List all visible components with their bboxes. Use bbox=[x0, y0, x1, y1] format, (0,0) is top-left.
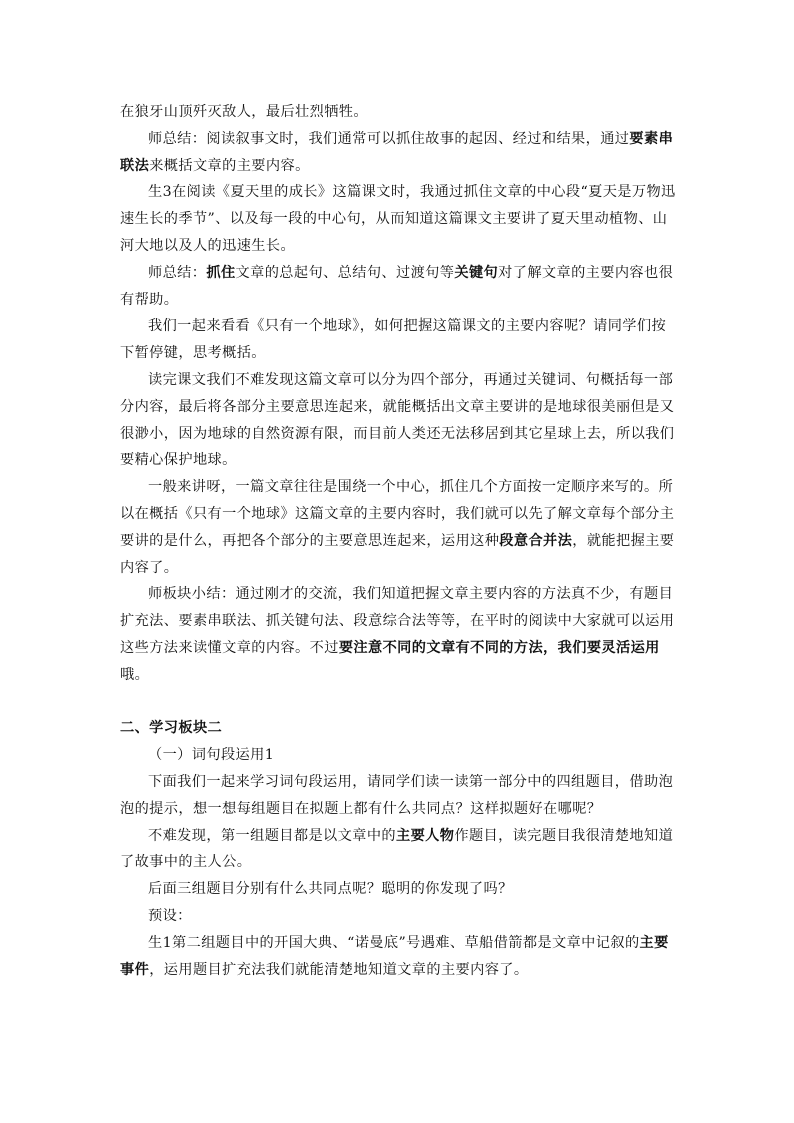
bold-text: 抓住 bbox=[206, 264, 236, 281]
text-run: 一般来讲呀，一篇文章往往是围绕一个中心，抓住几个方面按一定顺序来写的。所以在概括《只有一个地球》这篇文章的主要内容时，我们就可以先了解文章每个部分主要讲的是什么，再把各个部分的主要意思连起来，运用这种 bbox=[120, 479, 675, 549]
text-run: 师总结： bbox=[148, 264, 207, 281]
bold-text: 段意合并法 bbox=[499, 532, 573, 549]
text-run: 不难发现，第一组题目都是以文章中的 bbox=[148, 827, 396, 844]
paragraph bbox=[120, 876, 680, 903]
text-run: 二、学习板块二 bbox=[120, 720, 223, 737]
section-heading bbox=[120, 715, 680, 742]
bold-text: 要注意不同的文章有不同的方法，我们要灵活运用 bbox=[338, 639, 660, 656]
text-run: 生3在阅读《夏天里的成长》这篇课文时，我通过抓住文章的中心段“夏天是万物迅速生长的季节”、以及每一段的中心句，从而知道这篇课文主要讲了夏天里动植物、山河大地以及人的迅速生长。 bbox=[120, 184, 676, 254]
paragraph bbox=[120, 474, 680, 581]
text-run: 下面我们一起来学习词句段运用，请同学们读一读第一部分中的四组题目，借助泡泡的提示，想一想每组题目在拟题上都有什么共同点？这样拟题好在哪呢？ bbox=[120, 773, 674, 817]
text-run: 师板块小结：通过刚才的交流，我们知道把握文章主要内容的方法真不少，有题目扩充法、要素串联法、抓关键句法、段意综合法等等，在平时的阅读中大家就可以运用这些方法来读懂文章的内容。不过 bbox=[120, 586, 675, 656]
paragraph bbox=[120, 930, 680, 984]
paragraph bbox=[120, 99, 680, 126]
bold-text: 要素串联法 bbox=[120, 130, 674, 174]
paragraph bbox=[120, 367, 680, 474]
bold-text: 主要事件 bbox=[120, 934, 669, 978]
paragraph bbox=[120, 903, 680, 930]
text-run: 文章的总起句、总结句、过渡句等 bbox=[235, 264, 455, 281]
paragraph bbox=[120, 313, 680, 367]
text-run: 生1第二组题目中的开国大典、“诺曼底”号遇难、草船借箭都是文章中记叙的 bbox=[148, 934, 640, 951]
text-run: 师总结：阅读叙事文时，我们通常可以抓住故事的起因、经过和结果，通过 bbox=[148, 130, 630, 147]
text-run: 在狼牙山顶歼灭敌人，最后壮烈牺牲。 bbox=[120, 104, 368, 120]
bold-text: 关键句 bbox=[454, 264, 499, 281]
text-run: 哦。 bbox=[120, 666, 150, 683]
text-run: 作题目，读完题目我很清楚地知道了故事中的主人公。 bbox=[120, 827, 674, 871]
paragraph bbox=[120, 823, 680, 877]
text-run: ，运用题目扩充法我们就能清楚地知道文章的主要内容了。 bbox=[149, 961, 529, 978]
paragraph bbox=[120, 126, 680, 180]
paragraph bbox=[120, 742, 680, 769]
paragraph bbox=[120, 179, 680, 259]
text-run: 来概括文章的主要内容。 bbox=[149, 157, 310, 174]
paragraph bbox=[120, 769, 680, 823]
text-run: 读完课文我们不难发现这篇文章可以分为四个部分，再通过关键词、句概括每一部分内容，最后将各部分主要意思连起来，就能概括出文章主要讲的是地球很美丽但是又很渺小，因为地球的自然资源有限，而目前人类还无法移居到其它星球上去，所以我们要精心保护地球。 bbox=[120, 371, 675, 469]
text-run: ，就能把握主要内容了。 bbox=[120, 532, 675, 576]
text-run: 我们一起来看看《只有一个地球》，如何把握这篇课文的主要内容呢？请同学们按下暂停键，思考概括。 bbox=[120, 318, 667, 362]
text-run: 对了解文章的主要内容也很有帮助。 bbox=[120, 264, 674, 308]
paragraph bbox=[120, 581, 680, 688]
text-run: （一）词句段运用1 bbox=[148, 747, 275, 764]
document-body bbox=[120, 99, 680, 983]
paragraph bbox=[120, 260, 680, 314]
text-run: 后面三组题目分别有什么共同点呢？聪明的你发现了吗？ bbox=[148, 881, 513, 898]
text-run: 预设： bbox=[148, 907, 192, 924]
bold-text: 主要人物 bbox=[396, 827, 455, 844]
